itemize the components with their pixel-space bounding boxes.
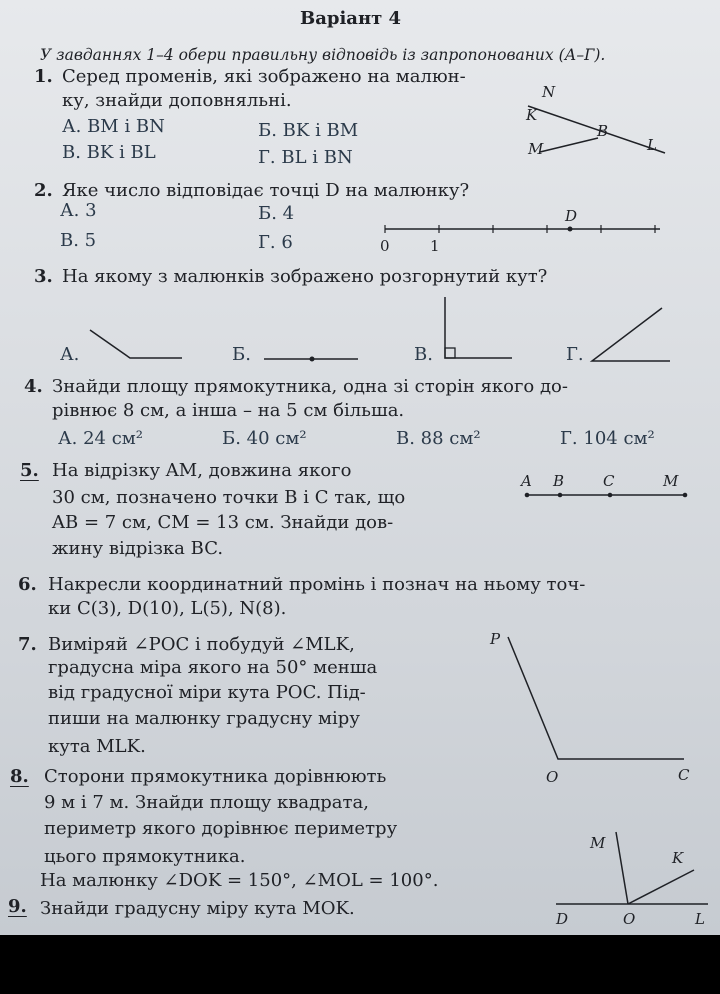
label-k: K [672, 849, 684, 867]
q3-option-d: Г. [566, 344, 584, 365]
q8-text-line4: цього прямокутника. [44, 846, 246, 867]
label-m: M [663, 472, 679, 490]
q2-number-line [370, 205, 670, 255]
label-l: L [695, 910, 705, 928]
ray-bm [540, 138, 598, 152]
q9-number: 9. [8, 896, 27, 917]
q9-angle-figure [548, 822, 713, 932]
q3-option-a: А. [60, 344, 80, 365]
q3-figure-d [588, 305, 678, 365]
q2-option-b: Б. 4 [258, 203, 295, 224]
q1-option-b: Б. BK і BM [258, 120, 359, 141]
q7-angle-figure [480, 622, 700, 792]
q4-option-b: Б. 40 см² [222, 428, 307, 449]
label-k: K [526, 106, 538, 124]
q4-option-d: Г. 104 см² [560, 428, 655, 449]
q3-text: На якому з малюнків зображено розгорнутий кут? [62, 266, 548, 287]
ray-ok [628, 870, 694, 904]
point-m [683, 493, 688, 498]
q1-text-line2: ку, знайди доповняльні. [62, 90, 292, 111]
q4-text-line2: рівнює 8 см, а інша – на 5 см більша. [52, 400, 405, 421]
label-l: L [647, 136, 657, 154]
q2-option-d: Г. 6 [258, 232, 293, 253]
q5-segment-figure [515, 468, 695, 508]
label-zero: 0 [380, 237, 390, 255]
label-d: D [556, 910, 569, 928]
q5-number: 5. [20, 460, 39, 481]
q5-text-line3: AB = 7 см, CM = 13 см. Знайди дов- [52, 512, 394, 533]
q2-option-c: В. 5 [60, 230, 97, 251]
label-d: D [565, 207, 578, 225]
q7-text-line4: пиши на малюнку градусну міру [48, 708, 360, 729]
q2-number: 2. [34, 180, 53, 201]
q6-text-line1: Накресли координатний промінь і познач на ньому точ- [48, 574, 586, 595]
ray-om [616, 832, 628, 904]
label-c: C [603, 472, 615, 490]
q7-text-line2: градусна міра якого на 50° менша [48, 657, 378, 678]
q2-option-a: А. 3 [60, 200, 97, 221]
label-p: P [490, 630, 501, 648]
q8-text-line3: периметр якого дорівнює периметру [44, 818, 398, 839]
q3-figure-a [88, 325, 188, 365]
q3-figure-b [262, 350, 362, 370]
straight-angle-vertex [310, 357, 315, 362]
label-b: B [553, 472, 565, 490]
q4-number: 4. [24, 376, 43, 397]
angle-poc [508, 637, 684, 759]
q7-text-line1: Виміряй ∠POC і побудуй ∠MLK, [48, 634, 355, 655]
q6-number: 6. [18, 574, 37, 595]
label-n: N [542, 83, 556, 101]
q3-figure-c [440, 295, 520, 365]
q9-text-line1: На малюнку ∠DOK = 150°, ∠MOL = 100°. [40, 870, 439, 891]
q3-option-c: В. [414, 344, 433, 365]
label-o: O [623, 910, 636, 928]
q6-text-line2: ки C(3), D(10), L(5), N(8). [48, 598, 287, 619]
q1-number: 1. [34, 66, 53, 87]
acute-angle [592, 308, 670, 361]
q7-text-line3: від градусної міри кута POC. Під- [48, 682, 366, 703]
q3-number: 3. [34, 266, 53, 287]
label-o: O [546, 768, 559, 786]
label-m: M [590, 834, 606, 852]
q1-option-a: А. BM і BN [62, 116, 165, 137]
point-a [525, 493, 530, 498]
q5-text-line4: жину відрізка BC. [52, 538, 224, 559]
q8-text-line1: Сторони прямокутника дорівнюють [44, 766, 387, 787]
label-b: B [597, 122, 609, 140]
page-title: Варіант 4 [300, 8, 402, 29]
q5-text-line2: 30 см, позначено точки B і C так, що [52, 487, 406, 508]
q9-text-line2: Знайди градусну міру кута MOK. [40, 898, 355, 919]
point-c [608, 493, 613, 498]
q1-option-c: В. BK і BL [62, 142, 156, 163]
point-d [568, 227, 573, 232]
q4-option-c: В. 88 см² [396, 428, 481, 449]
instruction-text: У завданнях 1–4 обери правильну відповідь із запропонованих (А–Г). [40, 46, 606, 64]
right-angle-mark [445, 348, 455, 358]
q8-number: 8. [10, 766, 29, 787]
q4-option-a: А. 24 см² [58, 428, 143, 449]
q3-option-b: Б. [232, 344, 251, 365]
obtuse-angle [90, 330, 182, 358]
label-one: 1 [430, 237, 440, 255]
q7-text-line5: кута MLK. [48, 736, 146, 757]
point-b [558, 493, 563, 498]
q8-text-line2: 9 м і 7 м. Знайди площу квадрата, [44, 792, 369, 813]
label-c: C [678, 766, 690, 784]
q7-number: 7. [18, 634, 37, 655]
q1-text-line1: Серед променів, які зображено на малюн- [62, 66, 466, 87]
q1-option-d: Г. BL і BN [258, 147, 353, 168]
label-m: M [528, 140, 544, 158]
q4-text-line1: Знайди площу прямокутника, одна зі сторін якого до- [52, 376, 568, 397]
q2-text: Яке число відповідає точці D на малюнку? [62, 180, 470, 201]
label-a: A [521, 472, 532, 490]
q5-text-line1: На відрізку AM, довжина якого [52, 460, 352, 481]
q1-rays-figure [520, 80, 670, 160]
